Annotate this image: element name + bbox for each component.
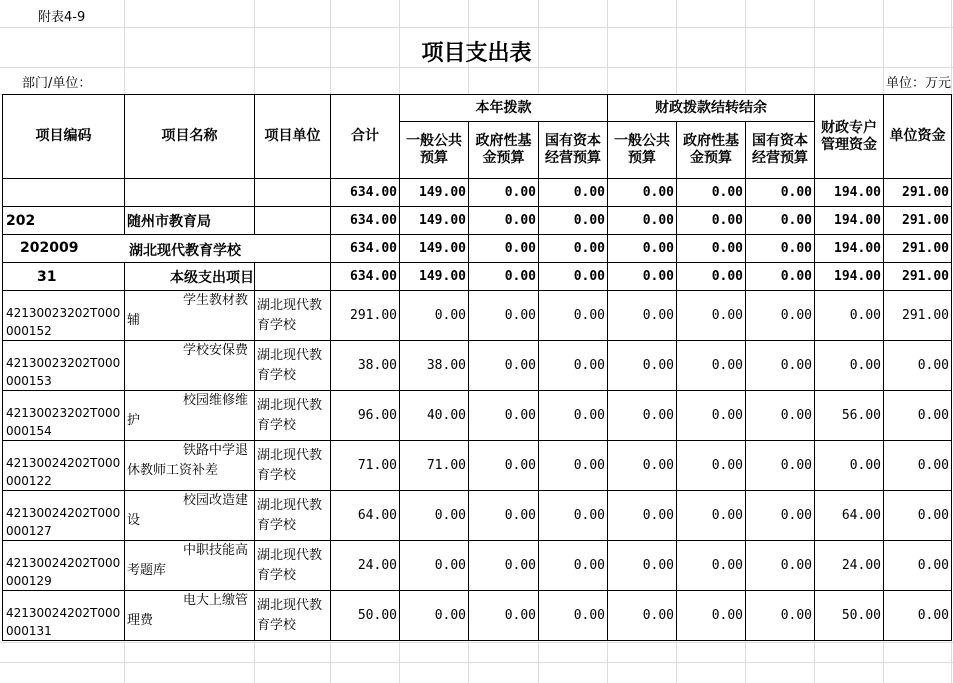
project-value: 0.00 xyxy=(884,591,952,641)
header-total: 合计 xyxy=(331,95,400,179)
project-name-line1: 学校安保费 xyxy=(182,343,248,358)
appendix-label: 附表4-9 xyxy=(38,10,86,25)
school-value: 0.00 xyxy=(539,235,608,263)
summary-value: 0.00 xyxy=(746,179,815,207)
project-value: 38.00 xyxy=(331,341,400,391)
project-value: 0.00 xyxy=(746,441,815,491)
summary-value: 291.00 xyxy=(884,179,952,207)
school-value: 0.00 xyxy=(746,235,815,263)
header-unit: 项目单位 xyxy=(255,95,331,179)
project-name-line1: 铁路中学退 xyxy=(182,443,248,458)
level-value: 0.00 xyxy=(746,263,815,291)
project-value: 0.00 xyxy=(815,441,884,491)
project-value: 0.00 xyxy=(608,391,677,441)
project-value: 0.00 xyxy=(608,441,677,491)
project-name xyxy=(125,541,255,591)
project-value: 0.00 xyxy=(539,391,608,441)
level-value: 0.00 xyxy=(539,263,608,291)
header-g1-fund: 政府性基金预算 xyxy=(469,122,539,179)
table-row xyxy=(3,291,952,341)
project-name xyxy=(125,391,255,441)
project-code: 42130024202T000000127 xyxy=(3,491,125,541)
school-name: 湖北现代教育学校 xyxy=(129,243,241,259)
project-name xyxy=(125,591,255,641)
level-value: 0.00 xyxy=(677,263,746,291)
project-value: 0.00 xyxy=(608,291,677,341)
summary-code-cell xyxy=(3,179,125,207)
school-label-cell xyxy=(3,235,331,263)
project-value: 0.00 xyxy=(400,491,469,541)
project-value: 50.00 xyxy=(331,591,400,641)
table-row xyxy=(3,341,952,391)
table-row xyxy=(3,541,952,591)
table-row xyxy=(3,491,952,541)
department-value: 291.00 xyxy=(884,207,952,235)
project-value: 0.00 xyxy=(677,541,746,591)
project-value: 24.00 xyxy=(331,541,400,591)
header-row-1 xyxy=(3,95,952,122)
department-value: 0.00 xyxy=(539,207,608,235)
project-name-line1: 学生教材教 xyxy=(182,293,248,308)
school-value: 0.00 xyxy=(608,235,677,263)
project-value: 0.00 xyxy=(815,341,884,391)
project-value: 0.00 xyxy=(746,341,815,391)
project-name-line1: 电大上缴管 xyxy=(182,593,248,608)
school-value: 149.00 xyxy=(400,235,469,263)
department-name: 随州市教育局 xyxy=(125,207,255,235)
summary-name-cell xyxy=(125,179,255,207)
project-value: 0.00 xyxy=(746,391,815,441)
department-value: 0.00 xyxy=(746,207,815,235)
summary-unit-cell xyxy=(255,179,331,207)
summary-value: 149.00 xyxy=(400,179,469,207)
level-value: 0.00 xyxy=(608,263,677,291)
project-code: 42130024202T000000129 xyxy=(3,541,125,591)
table-row xyxy=(3,391,952,441)
table-row xyxy=(3,591,952,641)
header-code: 项目编码 xyxy=(3,95,125,179)
project-expenditure-table xyxy=(2,94,952,641)
project-name-line1: 校园维修维 xyxy=(182,393,248,408)
project-unit: 湖北现代教育学校 xyxy=(255,291,331,341)
level-value: 291.00 xyxy=(884,263,952,291)
project-value: 0.00 xyxy=(677,291,746,341)
project-value: 50.00 xyxy=(815,591,884,641)
project-value: 40.00 xyxy=(400,391,469,441)
project-unit: 湖北现代教育学校 xyxy=(255,391,331,441)
project-value: 0.00 xyxy=(539,591,608,641)
project-name-line1: 中职技能高 xyxy=(182,543,248,558)
department-value: 0.00 xyxy=(677,207,746,235)
header-group-current-year: 本年拨款 xyxy=(400,95,608,122)
project-value: 0.00 xyxy=(677,491,746,541)
project-name-line2: 休教师工资补差 xyxy=(127,463,219,478)
school-value: 0.00 xyxy=(469,235,539,263)
project-value: 0.00 xyxy=(400,541,469,591)
header-g2-general: 一般公共预算 xyxy=(608,122,677,179)
department-value: 194.00 xyxy=(815,207,884,235)
project-value: 0.00 xyxy=(469,591,539,641)
project-value: 56.00 xyxy=(815,391,884,441)
school-code: 202009 xyxy=(20,240,79,256)
project-value: 0.00 xyxy=(608,541,677,591)
project-value: 64.00 xyxy=(331,491,400,541)
summary-value: 0.00 xyxy=(677,179,746,207)
summary-value: 0.00 xyxy=(608,179,677,207)
project-value: 291.00 xyxy=(331,291,400,341)
page-title: 项目支出表 xyxy=(421,41,532,66)
project-value: 0.00 xyxy=(469,491,539,541)
project-name xyxy=(125,441,255,491)
project-value: 0.00 xyxy=(884,541,952,591)
summary-value: 0.00 xyxy=(539,179,608,207)
level-value: 0.00 xyxy=(469,263,539,291)
project-value: 24.00 xyxy=(815,541,884,591)
header-name: 项目名称 xyxy=(125,95,255,179)
project-name-line2: 护 xyxy=(127,413,141,428)
project-value: 0.00 xyxy=(469,541,539,591)
header-g2-fund: 政府性基金预算 xyxy=(677,122,746,179)
project-code: 42130023202T000000154 xyxy=(3,391,125,441)
project-value: 64.00 xyxy=(815,491,884,541)
department-unit-cell xyxy=(255,207,331,235)
project-value: 0.00 xyxy=(608,491,677,541)
department-value: 0.00 xyxy=(608,207,677,235)
project-unit: 湖北现代教育学校 xyxy=(255,341,331,391)
summary-value: 0.00 xyxy=(469,179,539,207)
school-value: 634.00 xyxy=(331,235,400,263)
project-unit: 湖北现代教育学校 xyxy=(255,441,331,491)
project-value: 96.00 xyxy=(331,391,400,441)
summary-row-level xyxy=(3,263,952,291)
department-label: 部门/单位： xyxy=(22,76,92,91)
project-value: 0.00 xyxy=(608,341,677,391)
project-value: 291.00 xyxy=(884,291,952,341)
project-code: 42130024202T000000122 xyxy=(3,441,125,491)
summary-row-school xyxy=(3,235,952,263)
project-value: 0.00 xyxy=(884,441,952,491)
school-value: 291.00 xyxy=(884,235,952,263)
project-value: 0.00 xyxy=(539,541,608,591)
project-value: 0.00 xyxy=(608,591,677,641)
table-row xyxy=(3,441,952,491)
project-value: 0.00 xyxy=(539,291,608,341)
summary-row-total xyxy=(3,179,952,207)
project-code: 42130023202T000000152 xyxy=(3,291,125,341)
project-value: 0.00 xyxy=(539,441,608,491)
project-value: 0.00 xyxy=(746,541,815,591)
project-value: 0.00 xyxy=(469,341,539,391)
header-special-account: 财政专户管理资金 xyxy=(815,95,884,179)
project-value: 0.00 xyxy=(677,391,746,441)
project-name xyxy=(125,491,255,541)
project-unit: 湖北现代教育学校 xyxy=(255,541,331,591)
department-value: 0.00 xyxy=(469,207,539,235)
project-value: 38.00 xyxy=(400,341,469,391)
project-name xyxy=(125,341,255,391)
project-value: 0.00 xyxy=(677,341,746,391)
project-value: 0.00 xyxy=(469,391,539,441)
project-value: 0.00 xyxy=(677,591,746,641)
school-value: 0.00 xyxy=(677,235,746,263)
project-value: 0.00 xyxy=(746,291,815,341)
project-value: 71.00 xyxy=(331,441,400,491)
department-value: 149.00 xyxy=(400,207,469,235)
project-code: 42130024202T000000131 xyxy=(3,591,125,641)
project-value: 0.00 xyxy=(400,591,469,641)
project-value: 0.00 xyxy=(469,441,539,491)
project-name-line1: 校园改造建 xyxy=(182,493,248,508)
project-unit: 湖北现代教育学校 xyxy=(255,491,331,541)
project-value: 0.00 xyxy=(469,291,539,341)
summary-value: 634.00 xyxy=(331,179,400,207)
school-value: 194.00 xyxy=(815,235,884,263)
level-code: 31 xyxy=(3,263,125,291)
project-name-line2: 设 xyxy=(127,513,141,528)
project-code: 42130023202T000000153 xyxy=(3,341,125,391)
project-value: 71.00 xyxy=(400,441,469,491)
header-g1-general: 一般公共预算 xyxy=(400,122,469,179)
header-own-funds: 单位资金 xyxy=(884,95,952,179)
project-value: 0.00 xyxy=(884,491,952,541)
project-value: 0.00 xyxy=(884,341,952,391)
project-name xyxy=(125,291,255,341)
project-name-line2: 考题库 xyxy=(127,563,167,578)
level-value: 634.00 xyxy=(331,263,400,291)
unit-label: 单位：万元 xyxy=(885,76,951,91)
project-value: 0.00 xyxy=(815,291,884,341)
level-value: 149.00 xyxy=(400,263,469,291)
project-value: 0.00 xyxy=(677,441,746,491)
header-g1-state-capital: 国有资本经营预算 xyxy=(539,122,608,179)
project-value: 0.00 xyxy=(884,391,952,441)
header-g2-state-capital: 国有资本经营预算 xyxy=(746,122,815,179)
project-name-line2: 辅 xyxy=(127,313,141,328)
header-group-carryover: 财政拨款结转结余 xyxy=(608,95,815,122)
level-name: 本级支出项目 xyxy=(125,263,255,291)
level-unit-cell xyxy=(255,263,331,291)
project-value: 0.00 xyxy=(400,291,469,341)
project-value: 0.00 xyxy=(539,491,608,541)
department-code: 202 xyxy=(3,207,125,235)
project-name-line2: 理费 xyxy=(127,613,154,628)
summary-row-department xyxy=(3,207,952,235)
project-value: 0.00 xyxy=(746,491,815,541)
department-value: 634.00 xyxy=(331,207,400,235)
project-unit: 湖北现代教育学校 xyxy=(255,591,331,641)
level-value: 194.00 xyxy=(815,263,884,291)
summary-value: 194.00 xyxy=(815,179,884,207)
project-value: 0.00 xyxy=(539,341,608,391)
project-value: 0.00 xyxy=(746,591,815,641)
